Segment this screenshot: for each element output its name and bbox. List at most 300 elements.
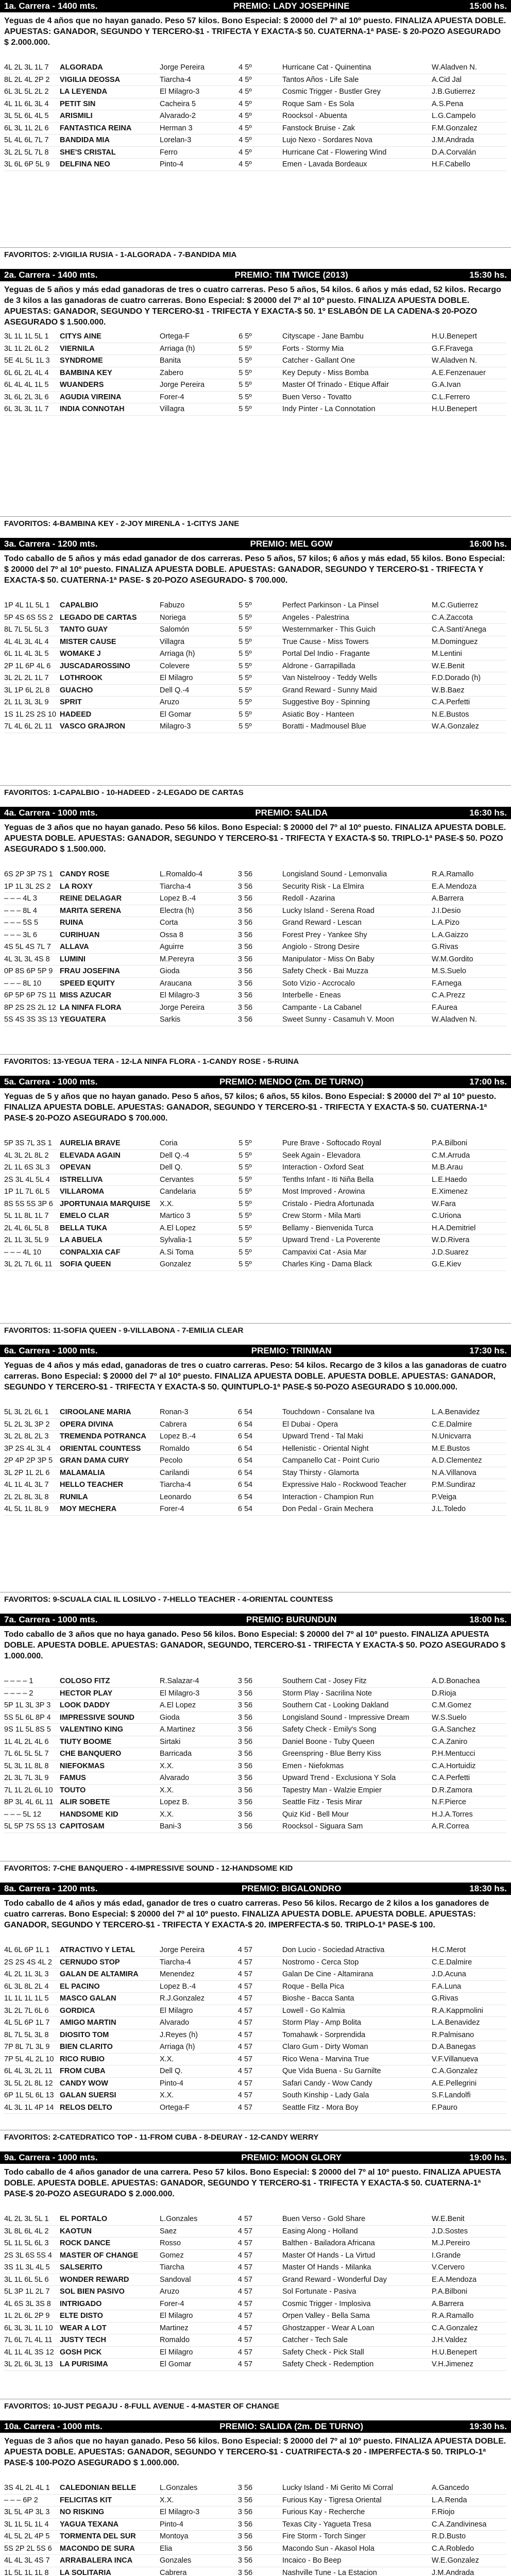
pedigree: Campavixi Cat - Asia Mar [282, 1248, 367, 1257]
jockey-name: M.C.Gutierrez [432, 601, 479, 609]
jockey-name: L.G.Campelo [432, 112, 476, 120]
recent-form: 8P 2S 2S 2L 12 [4, 1003, 56, 1012]
entries-list [0, 1137, 511, 1271]
stud-name: Banita [160, 357, 181, 365]
horse-name: ARISMILI [60, 112, 93, 120]
jockey-name: H.U.Benepert [432, 332, 477, 341]
recent-form: 2L 2L 8L 3L 8 [4, 1493, 49, 1501]
race-number: 9a. Carrera - 1000 mts. [4, 2153, 98, 2162]
stud-name: A.Si Toma [160, 1248, 194, 1257]
jockey-name: C.A.Gonzalez [432, 2324, 478, 2332]
table-row [4, 74, 507, 87]
jockey-name: J.L.Toledo [432, 1505, 466, 1513]
table-row [4, 709, 507, 721]
recent-form: 3L 2L 8L 2L 3 [4, 1432, 49, 1440]
recent-form: 6L 3L 3L 1L 7 [4, 405, 49, 413]
column-spacer [269, 2298, 282, 2310]
horse-name: GUACHO [60, 686, 93, 694]
pedigree: Asiatic Boy - Hanteen [282, 710, 354, 719]
horse-name: FRAU JOSEFINA [60, 967, 120, 975]
jockey-name: L.A.Benavidez [432, 2019, 480, 2027]
stud-name: Aruzo [160, 698, 179, 706]
jockey-name: G.Rivas [432, 943, 458, 951]
pedigree: Tenths Infant - Iti Niña Bella [282, 1175, 374, 1184]
column-spacer [269, 2226, 282, 2238]
horse-name: YAGUA TEXANA [60, 2520, 119, 2529]
age-weight: 3 56 [237, 2508, 253, 2516]
age-weight: 4 5º [239, 99, 252, 108]
pedigree: Galan De Cine - Altamirana [282, 1970, 373, 1978]
stud-name: Ferro [160, 148, 178, 157]
age-weight: 5 5º [239, 344, 252, 353]
horse-name: EL PORTALO [60, 2215, 108, 2223]
pedigree: Sol Fortunate - Pasiva [282, 2287, 356, 2296]
horse-name: WEAR A LOT [60, 2324, 107, 2332]
race-time: 15:00 hs. [469, 1, 507, 11]
table-row [4, 1797, 507, 1809]
horse-name: SOFIA QUEEN [60, 1260, 111, 1268]
pedigree: Easing Along - Holland [282, 2227, 358, 2235]
pedigree: South Kinship - Lady Gala [282, 2091, 369, 2099]
table-row [4, 1259, 507, 1271]
table-row [4, 1198, 507, 1211]
table-row [4, 2262, 507, 2274]
horse-name: FANTASTICA REINA [60, 124, 132, 132]
age-weight: 5 5º [239, 1175, 252, 1184]
age-weight: 3 56 [237, 1689, 253, 1698]
horse-name: HANDSOME KID [60, 1810, 118, 1819]
race-block [0, 2420, 511, 2576]
age-weight: 4 57 [237, 2227, 253, 2235]
pedigree: Lowell - Go Kalmia [282, 2006, 345, 2015]
table-row [4, 2286, 507, 2298]
jockey-name: H.J.A.Torres [432, 1810, 473, 1819]
recent-form: – – – 5L 12 [4, 1810, 42, 1819]
column-spacer [269, 367, 282, 379]
horse-name: CAPITOSAM [60, 1822, 105, 1831]
stud-name: L.Gonzales [160, 2484, 198, 2492]
age-weight: 5 5º [239, 1163, 252, 1172]
race-number: 8a. Carrera - 1200 mts. [4, 1884, 98, 1893]
column-spacer [269, 1772, 282, 1784]
stud-name: Rosso [160, 2239, 181, 2247]
horse-name: CHE BANQUERO [60, 1750, 122, 1758]
age-weight: 5 5º [239, 674, 252, 682]
stud-name: Zabero [160, 368, 183, 377]
stud-name: Tiarcha-4 [160, 1958, 191, 1967]
column-spacer [269, 965, 282, 977]
age-weight: 5 5º [239, 722, 252, 731]
recent-form: – – – 8L 10 [4, 979, 42, 988]
jockey-name: C.A.Perfetti [432, 1774, 470, 1782]
column-spacer [269, 905, 282, 917]
stud-name: Tiarcha-4 [160, 75, 191, 84]
race-time: 18:30 hs. [469, 1884, 507, 1893]
pedigree: Upward Trend - Exclusiona Y Sola [282, 1774, 396, 1782]
recent-form: 4L 2L 3L 5L 1 [4, 2215, 49, 2223]
pedigree: Seek Again - Elevadora [282, 1151, 361, 1160]
recent-form: 1P 1L 3L 2S 2 [4, 882, 51, 891]
stud-name: Romaldo [160, 2336, 190, 2344]
table-row [4, 1138, 507, 1150]
pedigree: Seattle Fitz - Mora Boy [282, 2103, 359, 2112]
pedigree: Interaction - Oxford Seat [282, 1163, 364, 1172]
jockey-name: D.R.Zamora [432, 1786, 472, 1794]
pedigree: Master Of Trinado - Etique Affair [282, 381, 389, 389]
horse-name: ATRACTIVO Y LETAL [60, 1946, 135, 1954]
jockey-name: M.Lentini [432, 650, 462, 658]
jockey-name: C.E.Dalmire [432, 1420, 472, 1429]
recent-form: 3L 2L 5L 7L 8 [4, 148, 49, 157]
recent-form: 7L 6L 5L 5L 7 [4, 1750, 49, 1758]
jockey-name: C.A.Zandivinesa [432, 2520, 487, 2529]
pedigree: Roocksol - Siguara Sam [282, 1822, 363, 1831]
entries-list [0, 61, 511, 171]
recent-form: 3L 1L 6L 5L 6 [4, 2275, 49, 2284]
pedigree: Master Of Hands - La Virtud [282, 2251, 376, 2260]
recent-form: 1P 4L 1L 5L 1 [4, 601, 50, 609]
column-spacer [269, 1162, 282, 1174]
recent-form: 3S 4L 2L 4L 1 [4, 2484, 50, 2492]
jockey-name: L.E.Haedo [432, 1175, 467, 1184]
age-weight: 5 5º [239, 1139, 252, 1147]
recent-form: 6L 6L 2L 4L 4 [4, 368, 49, 377]
horse-name: ISTRELLIVA [60, 1175, 103, 1184]
jockey-name: C.A.Robledo [432, 2544, 474, 2553]
column-spacer [269, 392, 282, 403]
age-weight: 5 5º [239, 393, 252, 401]
jockey-name: H.A.Demitriel [432, 1224, 476, 1232]
age-weight: 4 5º [239, 75, 252, 84]
recent-form: 5S 2P 2L 5S 6 [4, 2544, 52, 2553]
horse-name: PETIT SIN [60, 99, 96, 108]
age-weight: 3 56 [237, 2532, 253, 2540]
recent-form: 5S 5L 6L 8P 4 [4, 1713, 51, 1722]
horse-name: MISS AZUCAR [60, 991, 112, 999]
horse-name: JUSCADAROSSINO [60, 662, 130, 670]
horse-name: JUSTY TECH [60, 2336, 106, 2344]
stud-name: Alvarado [160, 2019, 190, 2027]
stud-name: Noriega [160, 613, 186, 622]
horse-name: LA ROXY [60, 882, 93, 891]
stud-name: Jorge Pereira [160, 1003, 205, 1012]
age-weight: 5 5º [239, 1224, 252, 1232]
column-spacer [269, 2531, 282, 2543]
table-row [4, 941, 507, 954]
age-weight: 4 57 [237, 2055, 253, 2063]
pedigree: Grand Reward - Sunny Maid [282, 686, 377, 694]
age-weight: 3 56 [237, 882, 253, 891]
horse-name: LA PURISIMA [60, 2360, 108, 2368]
table-row [4, 1174, 507, 1187]
stud-name: Cabrera [160, 2568, 187, 2576]
stud-name: Alvarado-2 [160, 112, 196, 120]
jockey-name: A.R.Correa [432, 1822, 469, 1831]
pedigree: Fire Storm - Torch Singer [282, 2532, 366, 2540]
stud-name: Forer-4 [160, 393, 184, 401]
jockey-name: A.Cid Jal [432, 75, 462, 84]
horse-name: ALGORADA [60, 63, 103, 72]
column-spacer [269, 1688, 282, 1700]
pedigree: Buen Verso - Gold Share [282, 2215, 366, 2223]
jockey-name: W.E.Gonzalez [432, 2556, 479, 2565]
horse-name: NO RISKING [60, 2508, 105, 2516]
jockey-name: W.B.Baez [432, 686, 465, 694]
jockey-name: E.A.Mendoza [432, 882, 477, 891]
age-weight: 3 56 [237, 1750, 253, 1758]
pedigree: Angeles - Palestrina [282, 613, 349, 622]
column-spacer [269, 2054, 282, 2065]
jockey-name: F.A.Luna [432, 1982, 462, 1991]
race-conditions: Todo caballo de 4 años ganador de una carrera. Peso 57 kilos. Bono Especial: $ 20000 del 7º al 10º puesto. FINALIZA APUESTA DOBLE. APUESTA DOBLE. APUESTAS: GANADOR, SEGUNDO Y TERCERO-$1 - TRIFECTA Y EXACTA-$ 50. CUATERNA-1ª PASE-$ 20-POZO ASEGURADO $ 2.000.000. [4, 2168, 501, 2198]
stud-name: Lopez B.-4 [160, 894, 196, 903]
column-spacer [269, 2250, 282, 2262]
column-spacer [269, 1675, 282, 1687]
table-row [4, 2531, 507, 2543]
column-spacer [269, 2359, 282, 2370]
horse-name: ARRABALERA INCA [60, 2556, 133, 2565]
horse-name: BELLA TUKA [60, 1224, 108, 1232]
pedigree: True Cause - Miss Towers [282, 637, 369, 646]
pedigree: Cosmic Trigger - Implosiva [282, 2299, 371, 2308]
horse-name: MASTER OF CHANGE [60, 2251, 139, 2260]
recent-form: 5L 3P 1L 2L 7 [4, 2287, 50, 2296]
horse-name: CERNUDO STOP [60, 1958, 120, 1967]
column-spacer [269, 2262, 282, 2274]
race-conditions: Yeguas de 5 y años que no hayan ganado. Peso 5 años, 57 kilos; 6 años, 55 kilos. Bono Especial: $ 20000 del 7º al 10º puesto. FINALIZA APUESTA DOBLE. APUESTAS: GANADOR, SEGUNDO Y TERCERO-$1 - TRIFECTA Y EXACTA-$ 50. CUATERNA-1ª PASE-$ 20-POZO ASEGURADO $ 700.000. [4, 1092, 497, 1123]
entries-list [0, 1943, 511, 2114]
race-block [0, 0, 511, 269]
recent-form: 5L 3L 2L 6L 1 [4, 1408, 49, 1416]
table-row [4, 367, 507, 380]
age-weight: 5 5º [239, 625, 252, 634]
horse-name: RUINA [60, 919, 83, 927]
jockey-name: V.F.Villanueva [432, 2055, 479, 2063]
race-number: 10a. Carrera - 1000 mts. [4, 2421, 103, 2431]
age-weight: 4 57 [237, 2067, 253, 2075]
column-spacer [269, 159, 282, 171]
recent-form: 4L 2L 1L 3L 3 [4, 1970, 49, 1978]
race-favorites: FAVORITOS: 1-CAPALBIO - 10-HADEED - 2-LEGADO DE CARTAS [0, 785, 511, 807]
table-row [4, 905, 507, 918]
column-spacer [269, 1821, 282, 1833]
table-row [4, 343, 507, 355]
stud-name: Araucana [160, 979, 192, 988]
recent-form: 3L 1L 2L 6L 2 [4, 344, 49, 353]
pedigree: Hurricane Cat - Quinentina [282, 63, 371, 72]
table-row [4, 1981, 507, 1993]
horse-name: AMIGO MARTIN [60, 2019, 116, 2027]
stud-name: R.J.Gonzalez [160, 1994, 205, 2003]
age-weight: 3 56 [237, 1761, 253, 1770]
column-spacer [269, 1234, 282, 1246]
race-time: 17:00 hs. [469, 1077, 507, 1087]
pedigree: Rico Wena - Marvina True [282, 2055, 369, 2063]
stud-name: Ortega-F [160, 332, 190, 341]
jockey-name: L.A.Pizo [432, 919, 459, 927]
column-spacer [269, 1455, 282, 1467]
age-weight: 5 5º [239, 1151, 252, 1160]
jockey-name: G.A.Sanchez [432, 1725, 476, 1734]
recent-form: 5S 4S 3S 3S 13 [4, 1015, 58, 1024]
stud-name: El Milagro [160, 2312, 193, 2320]
horse-name: MISTER CAUSE [60, 637, 116, 646]
jockey-name: H.U.Benepert [432, 2348, 477, 2357]
jockey-name: F.M.Gonzalez [432, 124, 478, 132]
stud-name: Elia [160, 2544, 173, 2553]
age-weight: 4 57 [237, 2079, 253, 2088]
column-spacer [269, 941, 282, 953]
pedigree: Tapestry Man - Walzie Empier [282, 1786, 382, 1794]
jockey-name: M.E.Bustos [432, 1444, 470, 1453]
jockey-name: V.H.Jimenez [432, 2360, 473, 2368]
horse-name: TREMENDA POTRANCA [60, 1432, 146, 1440]
column-spacer [269, 648, 282, 660]
stud-name: Leonardo [160, 1493, 192, 1501]
recent-form: – – – 4L 3 [4, 894, 37, 903]
jockey-name: J.M.Andrada [432, 2568, 474, 2576]
pedigree: Angiolo - Strong Desire [282, 943, 360, 951]
table-row [4, 2482, 507, 2495]
age-weight: 6 54 [237, 1505, 253, 1513]
age-weight: 4 57 [237, 2360, 253, 2368]
table-row [4, 612, 507, 624]
horse-name: RICO RUBIO [60, 2055, 105, 2063]
stud-name: Sirtaki [160, 1737, 181, 1746]
horse-name: VIERNILA [60, 344, 95, 353]
horse-name: REINE DELAGAR [60, 894, 122, 903]
jockey-name: W.E.Benit [432, 2215, 465, 2223]
horse-name: AGUDIA VIREINA [60, 393, 122, 401]
column-spacer [269, 1210, 282, 1222]
recent-form: 5E 4L 5L 1L 3 [4, 357, 50, 365]
column-spacer [269, 343, 282, 355]
race-prize: PREMIO: SALIDA [255, 808, 328, 818]
race-block [0, 2151, 511, 2420]
jockey-name: G.F.Fravega [432, 344, 473, 353]
horse-name: CANDY ROSE [60, 870, 110, 878]
pedigree: El Dubai - Opera [282, 1420, 338, 1429]
table-row [4, 1234, 507, 1247]
recent-form: 4L 3L 1L 4P 14 [4, 2103, 54, 2112]
stud-name: Ortega-F [160, 2103, 190, 2112]
recent-form: 3L 1L 5L 1L 4 [4, 2520, 49, 2529]
table-row [4, 2555, 507, 2567]
recent-form: 4L 1L 4L 3L 7 [4, 1481, 49, 1489]
horse-name: OPEVAN [60, 1163, 91, 1172]
pedigree: Master Of Hands - Milanka [282, 2263, 371, 2272]
pedigree: Key Deputy - Miss Bomba [282, 368, 369, 377]
column-spacer [269, 110, 282, 122]
race-prize: PREMIO: SALIDA (2m. DE TURNO) [219, 2421, 364, 2431]
jockey-name: N.F.Pierce [432, 1798, 466, 1806]
table-row [4, 1712, 507, 1724]
jockey-name: D.A.Corvalán [432, 148, 476, 157]
jockey-name: F.D.Dorado (h) [432, 674, 481, 682]
column-spacer [269, 709, 282, 721]
table-row [4, 1688, 507, 1700]
horse-name: GALAN DE ALTAMIRA [60, 1970, 139, 1978]
horse-name: CIROOLANE MARIA [60, 1408, 131, 1416]
horse-name: LA LEYENDA [60, 88, 108, 96]
recent-form: 1S 1L 2S 2S 10 [4, 710, 57, 719]
pedigree: Bellamy - Bienvenida Turca [282, 1224, 373, 1232]
pedigree: Portal Del Indio - Fragante [282, 650, 370, 658]
stud-name: Tiarcha-4 [160, 882, 191, 891]
column-spacer [269, 881, 282, 893]
pedigree: Furious Kay - Recherche [282, 2508, 365, 2516]
jockey-name: W.S.Suelo [432, 1713, 467, 1722]
recent-form: 6P 1L 5L 6L 13 [4, 2091, 54, 2099]
column-spacer [269, 917, 282, 929]
pedigree: Southern Cat - Josey Fitz [282, 1677, 367, 1685]
race-conditions: Yeguas de 3 años que no hayan ganado. Peso 56 kilos. Bono Especial: $ 20000 del 7º al 10º puesto. FINALIZA APUESTA DOBLE. APUESTA DOBLE. APUESTAS: GANADOR, SEGUNDO Y TERCERO-$1 - TRIFECTA Y EXACTA-$ 50. TRIPLO-1ª PASE-$ 50. POZO ASEGURADO $ 1.500.000. [4, 823, 506, 854]
column-spacer [269, 2347, 282, 2359]
pedigree: Don Lucio - Sociedad Atractiva [282, 1946, 385, 1954]
pedigree: Hurricane Cat - Flowering Wind [282, 148, 387, 157]
race-conditions: Todo caballo de 3 años que no haya ganado. Peso 56 kilos. Bono Especial: $ 20000 del 7º al 10º puesto. FINALIZA APUESTA DOBLE. APUESTA DOBLE. APUESTAS: GANADOR, SEGUNDO, TERCERO-$1 - TRIFECTA Y EXACTA-$ 50. POZO ASEGURADO $ 1.000.000. [4, 1630, 506, 1660]
horse-name: MASCO GALAN [60, 1994, 116, 2003]
horse-name: ELEVADA AGAIN [60, 1151, 121, 1160]
table-row [4, 1162, 507, 1174]
pedigree: Roque Sam - Es Sola [282, 99, 354, 108]
age-weight: 4 57 [237, 1970, 253, 1978]
race-favorites: FAVORITOS: 10-JUST PEGAJU - 8-FULL AVENUE - 4-MASTER OF CHANGE [0, 2399, 511, 2420]
horse-name: MACONDO DE SURA [60, 2544, 135, 2553]
table-row [4, 624, 507, 636]
horse-name: ORIENTAL COUNTESS [60, 1444, 141, 1453]
recent-form: 5L 3L 1L 8L 8 [4, 1761, 49, 1770]
column-spacer [269, 379, 282, 391]
stud-name: El Milagro [160, 2006, 193, 2015]
recent-form: 5L 5P 7S 5S 13 [4, 1822, 56, 1831]
recent-form: 3L 1P 6L 2L 8 [4, 686, 50, 694]
age-weight: 5 5º [239, 601, 252, 609]
age-weight: 3 56 [237, 1003, 253, 1012]
table-row [4, 2274, 507, 2286]
table-row [4, 1455, 507, 1467]
column-spacer [269, 1014, 282, 1026]
race-header [0, 2420, 511, 2433]
age-weight: 6 54 [237, 1444, 253, 1453]
column-spacer [269, 2102, 282, 2114]
age-weight: 4 5º [239, 88, 252, 96]
table-row [4, 1821, 507, 1833]
table-row [4, 355, 507, 367]
recent-form: 5L 1L 5L 6L 3 [4, 2239, 49, 2247]
recent-form: 4L 4L 3L 4S 7 [4, 2556, 50, 2565]
jockey-name: D.Rioja [432, 1689, 456, 1698]
race-time: 15:30 hs. [469, 270, 507, 280]
stud-name: Aguirre [160, 943, 184, 951]
recent-form: 3L 2L 2L 1L 7 [4, 674, 49, 682]
recent-form: 2S 2S 4S 4L 2 [4, 1958, 52, 1967]
age-weight: 4 5º [239, 160, 252, 168]
horse-name: GALAN SUERSI [60, 2091, 116, 2099]
age-weight: 5 5º [239, 381, 252, 389]
stud-name: Pecolo [160, 1456, 183, 1465]
table-row [4, 881, 507, 893]
recent-form: 6L 3L 8L 2L 4 [4, 1982, 49, 1991]
recent-form: – – – – 1 [4, 1677, 33, 1685]
pedigree: Claro Gum - Dirty Woman [282, 2043, 368, 2051]
age-weight: 5 5º [239, 1188, 252, 1196]
pedigree: Boratti - Madmousel Blue [282, 722, 366, 731]
table-row [4, 1736, 507, 1749]
column-spacer [269, 123, 282, 134]
horse-name: NIEFOKMAS [60, 1761, 105, 1770]
pedigree: Campante - La Cabanel [282, 1003, 362, 1012]
